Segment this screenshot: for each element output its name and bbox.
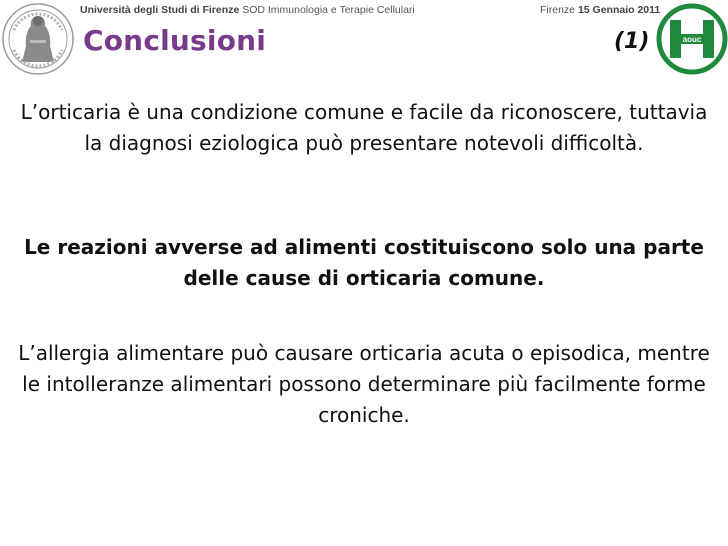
header-date: 15 Gennaio 2011 bbox=[577, 4, 661, 16]
page-title: Conclusioni bbox=[83, 24, 267, 57]
florentine-seal-icon bbox=[0, 0, 76, 78]
header-institution: Università degli Studi di Firenze bbox=[80, 4, 240, 16]
slide-number: (1) bbox=[614, 29, 650, 54]
paragraph-2: Le reazioni avverse ad alimenti costituiscono solo una parte delle cause di orticaria comune. bbox=[24, 235, 704, 290]
paragraph-1: L’orticaria è una condizione comune e facile da riconoscere, tuttavia la diagnosi eziologica può presentare notevoli difficoltà. bbox=[20, 100, 708, 155]
header-date-line bbox=[540, 4, 660, 16]
logo-text: aouc bbox=[682, 35, 702, 44]
paragraph-3: L’allergia alimentare può causare orticaria acuta o episodica, mentre le intolleranze alimentari possono determinare più facilmente forme croniche. bbox=[18, 341, 710, 427]
aouc-hospital-logo-icon bbox=[656, 0, 728, 78]
header-department: SOD Immunologia e Terapie Cellulari bbox=[242, 4, 415, 16]
header-institution-line bbox=[80, 4, 415, 16]
header-city: Firenze bbox=[540, 4, 576, 16]
